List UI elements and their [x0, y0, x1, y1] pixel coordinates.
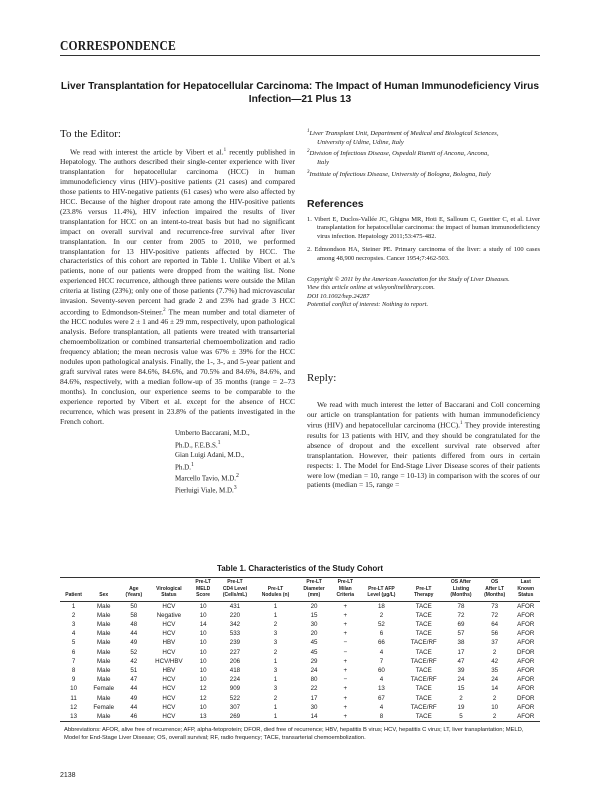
table-cell: 44 — [130, 630, 138, 638]
table-cell: 45 — [310, 639, 318, 647]
table-header-cell: Pre-LT Therapy — [403, 578, 444, 602]
table-row — [60, 648, 540, 657]
table-cell: + — [343, 611, 348, 619]
table-cell: 2 — [492, 694, 497, 702]
table-cell: 1 — [273, 676, 278, 684]
table-cell: 18 — [377, 602, 385, 610]
table-cell: 11 — [70, 694, 77, 702]
table-cell: 48 — [130, 620, 138, 628]
table-row — [60, 666, 540, 675]
table-cell: 4 — [379, 648, 384, 656]
table-cell: 37 — [491, 639, 499, 647]
reply-text-b: They provide interesting results for 13 patients with HIV, and they should be congratulated for the absence of dropout and the excellent survival rate observed after transplantation. However, their patients differed from ours in certain respects: 1. The Model for End-Stage Liver Disease scores of their patients were low (median = 10, range = 10-13) in comparison with the scores of our patients (median = 15, range = — [307, 420, 540, 490]
table-cell: 47 — [457, 657, 465, 665]
page-number: 2138 — [60, 772, 76, 779]
table-cell: + — [343, 657, 348, 665]
table-cell: 12 — [199, 694, 207, 702]
table-cell: 2 — [273, 648, 278, 656]
table-cell: 522 — [229, 694, 241, 702]
table-cell: 10 — [199, 676, 207, 684]
table-cell: 239 — [229, 639, 241, 647]
table-cell: 10 — [199, 703, 207, 711]
citation-1: 1 — [460, 421, 463, 427]
affiliation: $^3$Institute of Infectious Disease, University of Bologna, Bologna, Italy — [307, 169, 491, 178]
table-cell: 6 — [71, 648, 76, 656]
table-cell: 2 — [379, 611, 384, 619]
table-cell: 14 — [297, 712, 331, 722]
table-cell: TACE — [415, 602, 432, 610]
table-cell: − — [343, 648, 348, 656]
table-cell: 1 — [273, 703, 278, 711]
table-cell: 3 — [273, 685, 278, 693]
table-cell: AFOR — [517, 657, 535, 665]
table-cell: 46 — [120, 712, 147, 722]
table-cell: 6 — [379, 630, 384, 638]
table-cell: 2 — [273, 694, 278, 702]
table-cell: + — [343, 666, 348, 674]
table-cell: 4 — [379, 703, 384, 711]
table-cell: Male — [96, 639, 111, 647]
table-cell: 13 — [190, 712, 215, 722]
signature-author: Gian Luigi Adani, M.D., Ph.D.$^1$ — [175, 450, 245, 471]
section-label: CORRESPONDENCE — [60, 38, 176, 53]
table-cell: Male — [96, 648, 111, 656]
table-cell: 10 — [491, 703, 499, 711]
table-cell: 3 — [273, 630, 278, 638]
table-cell: Female — [93, 685, 115, 693]
table-cell: AFOR — [517, 620, 535, 628]
table-cell: + — [343, 602, 348, 610]
table-cell: 1 — [273, 657, 278, 665]
table-cell: + — [343, 685, 348, 693]
table-cell: AFOR — [517, 611, 535, 619]
table-cell: 47 — [130, 676, 138, 684]
table-cell: HBV — [162, 639, 176, 647]
table-cell: AFOR — [517, 685, 535, 693]
table-cell: 1 — [273, 611, 278, 619]
table-cell: 52 — [377, 620, 385, 628]
table-cell: 15 — [457, 685, 465, 693]
table-cell: TACE — [415, 620, 432, 628]
table-cell: 2 — [273, 620, 278, 628]
table-cell: Male — [96, 676, 111, 684]
table-cell: + — [343, 703, 348, 711]
table-cell: 10 — [199, 648, 207, 656]
table-row — [60, 684, 540, 693]
table-cell: 10 — [199, 630, 207, 638]
table-header-cell: Pre-LT Nodules (n) — [254, 578, 297, 602]
table-cell: 2 — [459, 694, 463, 702]
table-cell: HCV — [162, 648, 176, 656]
table-cell: Male — [96, 694, 111, 702]
table-cell: TACE/RF — [410, 676, 437, 684]
table-cell: 20 — [310, 602, 318, 610]
table-cell: 73 — [491, 602, 499, 610]
table-cell: + — [343, 620, 348, 628]
table-cell: 10 — [199, 657, 207, 665]
table-cell: 29 — [310, 657, 318, 665]
table-cell: 60 — [377, 666, 385, 674]
table-cell: 80 — [310, 676, 318, 684]
table-cell: 12 — [70, 703, 78, 711]
table-title: Table 1. Characteristics of the Study Cohort — [216, 564, 384, 573]
table-cell: AFOR — [517, 666, 535, 674]
table-cell: 1 — [71, 602, 76, 610]
table-cell: HCV — [162, 630, 176, 638]
table-cell: Male — [87, 712, 120, 722]
table-cell: 5 — [444, 712, 478, 722]
table-cell: 57 — [457, 630, 465, 638]
table-cell: 4 — [71, 630, 76, 638]
table-cell: 35 — [491, 666, 499, 674]
table-cell: 2 — [478, 712, 512, 722]
table-cell: 42 — [491, 657, 499, 665]
table-cell: Male — [96, 657, 111, 665]
reply-title: Reply: — [307, 371, 337, 384]
table-row — [60, 675, 540, 684]
table-cell: − — [343, 639, 348, 647]
table-cell: 12 — [199, 685, 207, 693]
table-cell: 51 — [130, 666, 138, 674]
table-cell: 269 — [216, 712, 254, 722]
table-cell: Negative — [156, 611, 182, 619]
table-cell: TACE — [415, 630, 432, 638]
letter-text-c: The mean number and total diameter of the HCC nodules were 2 ± 1 and 46 ± 29 mm, respectively, upon pathological analysis. Before transplantation, all patients were treated with transarterial chemoembolization or combined transarterial chemoembolization and radio frequency ablation; the mean necrosis value was 67% ± 39% for the HCC nodules upon pathological analysis. Finally, the 1-, 3-, and 5-year patient and graft survival rates were 84.6%, 84.6%, and 70.5% and 84.6%, 84.6%, and 84.6%, respectively, with a median follow-up of 35 months (range = 2–73 months). In conclusion, our experience seems to be comparable to the experience reported by Vibert et al. except for the absence of HCC recurrence, which was present in 23.8% of the patients investigated in the French cohort. — [60, 307, 295, 426]
table-cell: 533 — [229, 630, 241, 638]
table-cell: 24 — [491, 676, 499, 684]
table-cell: 2 — [492, 648, 497, 656]
copyright-block — [307, 276, 540, 310]
table-cell: 52 — [130, 648, 138, 656]
table-cell: 17 — [457, 648, 465, 656]
table-cell: 8 — [360, 712, 404, 722]
table-cell: TACE/RF — [410, 639, 437, 647]
reply-body — [307, 400, 540, 491]
table-cell: 3 — [273, 666, 278, 674]
table-cell: DFOR — [516, 648, 535, 656]
table-cell: 227 — [229, 648, 241, 656]
doi-line: DOI 10.1002/hep.24287 — [307, 292, 370, 300]
table-row — [60, 703, 540, 712]
table-header-cell: Pre-LT AFP Level (μg/L) — [360, 578, 404, 602]
citation-1: 1 — [223, 148, 227, 153]
table-header-cell: Age (Years) — [120, 578, 147, 602]
table-cell: + — [331, 712, 359, 722]
table-header-row — [60, 578, 540, 602]
table-row — [60, 712, 540, 722]
table-cell: Male — [96, 630, 111, 638]
table-cell: 49 — [130, 639, 138, 647]
table-row — [60, 657, 540, 666]
table-cell: Female — [93, 703, 115, 711]
table-cell: Male — [96, 620, 111, 628]
section-header — [60, 38, 540, 56]
table-cell: TACE — [403, 712, 444, 722]
table-header-cell: Patient — [60, 578, 87, 602]
table-cell: 342 — [229, 620, 241, 628]
table-cell: 38 — [457, 639, 465, 647]
reference-item: 1. Vibert E, Duclos-Vallée JC, Ghigna MR, Hoti E, Salloum C, Guettier C, et al. Liver transplantation for hepatocellular carcinoma: the impact of human immunodeficiency virus infection. Hepatology 2011;53:475-482. — [307, 215, 540, 240]
table-cell: 66 — [377, 639, 385, 647]
table-cell: 10 — [199, 611, 207, 619]
table-cell: Male — [96, 602, 111, 610]
table-row — [60, 694, 540, 703]
table-cell: 1 — [254, 712, 297, 722]
table-cell: 22 — [310, 685, 318, 693]
affiliation: $^2$Division of Infectious Disease, Ospedali Riuniti of Ancona, Ancona, Italy — [307, 149, 489, 167]
table-cell: HBV — [162, 666, 176, 674]
table-header-cell: Pre-LT MELD Score — [190, 578, 215, 602]
copyright-line: Copyright © 2011 by the American Association for the Study of Liver Diseases. — [307, 276, 510, 284]
table-cell: HCV — [162, 676, 176, 684]
table-cell: 3 — [71, 620, 76, 628]
salutation: To the Editor: — [60, 128, 121, 140]
table-cell: 418 — [229, 666, 241, 674]
table-cell: 67 — [377, 694, 385, 702]
table-body — [60, 601, 540, 722]
right-column — [307, 128, 540, 490]
table-cell: AFOR — [517, 703, 535, 711]
letter-body — [60, 146, 295, 426]
table-cell: + — [343, 694, 348, 702]
table-header-cell: Virological Status — [147, 578, 190, 602]
table-cell: TACE — [415, 685, 432, 693]
table-cell: 42 — [130, 657, 138, 665]
table-cell: 50 — [130, 602, 138, 610]
table-cell: HCV — [162, 602, 176, 610]
table-cell: 224 — [229, 676, 241, 684]
table-header-cell: OS After Listing (Months) — [444, 578, 478, 602]
table-header-cell: Sex — [87, 578, 120, 602]
table-cell: 44 — [130, 685, 138, 693]
table-block — [60, 564, 540, 742]
table-cell: HCV — [162, 703, 176, 711]
table-row — [60, 638, 540, 647]
signatures — [60, 429, 295, 496]
table-cell: DFOR — [516, 694, 535, 702]
table-cell: 69 — [457, 620, 465, 628]
table-cell: 44 — [130, 703, 138, 711]
cohort-table — [60, 577, 540, 722]
table-header-cell: Last Known Status — [511, 578, 540, 602]
table-cell: 19 — [457, 703, 465, 711]
table-row — [60, 611, 540, 620]
signature-author: Pierluigi Viale, M.D.$^3$ — [175, 485, 237, 495]
table-header-cell: Pre-LT Milan Criteria — [331, 578, 359, 602]
table-cell: 307 — [229, 703, 241, 711]
table-abbreviations: Abbreviations: AFOR, alive free of recurrence; AFP, alpha-fetoprotein; DFOR, died free of recurrence; HBV, hepatitis B virus; HCV, hepatitis C virus; LT, liver transplantation; MELD, Model for End-Stage Liver Disease; OS, overall survival; RF, radio frequency; TACE, transarterial chemoembolization. — [64, 727, 524, 742]
table-cell: − — [343, 676, 348, 684]
article-title: Liver Transplantation for Hepatocellular Carcinoma: The Impact of Human Immunodeficiency Virus Infection—21 Plus 13 — [60, 81, 540, 105]
copyright-line: View this article online at wileyonlinelibrary.com. — [307, 284, 435, 292]
table-cell: 56 — [491, 630, 499, 638]
letter-text-a: We read with interest the article by Vibert et al. — [70, 147, 224, 157]
table-cell: 49 — [130, 694, 138, 702]
table-cell: 7 — [379, 657, 384, 665]
table-cell: 10 — [70, 685, 78, 693]
table-cell: HCV/HBV — [155, 657, 183, 665]
table-cell: 909 — [229, 685, 241, 693]
table-cell: 78 — [457, 602, 465, 610]
table-cell: AFOR — [517, 676, 535, 684]
table-cell: Male — [96, 611, 111, 619]
table-cell: 14 — [491, 685, 499, 693]
table-cell: + — [343, 630, 348, 638]
reply-text-a: We read with much interest the letter of Baccarani and Coll concerning our article on transplantation for patients with human immunodeficiency virus (HIV) and hepatocellular carcinoma (HCC). — [307, 399, 540, 430]
table-cell: AFOR — [517, 630, 535, 638]
table-header-cell: OS After LT (Months) — [478, 578, 512, 602]
table-cell: 3 — [273, 639, 278, 647]
table-cell: 10 — [199, 666, 207, 674]
table-cell: HCV — [162, 694, 176, 702]
table-cell: 1 — [273, 602, 278, 610]
table-header-cell: Pre-LT Diameter (mm) — [297, 578, 331, 602]
table-cell: 72 — [457, 611, 465, 619]
table-cell: TACE — [415, 611, 432, 619]
table-cell: 10 — [199, 602, 207, 610]
table-cell: 10 — [199, 639, 207, 647]
letter-column — [60, 128, 295, 496]
table-cell: 39 — [457, 666, 465, 674]
table-cell: 431 — [229, 602, 241, 610]
letter-text-b: recently published in Hepatology. The authors described their single-center experience with liver transplantation for hepatocellular carcinoma (HCC) in human immunodeficiency virus (HIV)–positive patients (21 cases) and compared those patients to HIV-negative patients (61 cases) who were also affected by HCC. Because of the higher dropout rate among the HIV-positive patients (23.8% versus 11.4%), HIV infection impaired the results of liver transplantation for HCC on an intent-to-treat basis but had no significant impact on overall survival and recurrence-free survival after liver transplantation. In our center from 2005 to 2010, we performed transplantation for 13 HIV-positive patients affected by HCC. The characteristics of this cohort are reported in Table 1. Unlike Vibert et al.'s patients, none of our patients were dropped from the waiting list. None experienced HCC recurrence, although three patients were outside the Milan criteria at listing (23%); only one of those patients (7.7%) had microvascular invasion. Seventy-seven percent had grade 2 and 23% had grade 3 HCC according to Edmondson-Steiner. — [60, 147, 295, 317]
table-cell: 64 — [491, 620, 499, 628]
signature-author: Marcello Tavio, M.D.$^2$ — [175, 473, 239, 483]
table-cell: AFOR — [517, 602, 535, 610]
table-header-cell: Pre-LT CD4 Level (Cells/mL) — [216, 578, 254, 602]
table-cell: 206 — [229, 657, 241, 665]
reference-item: 2. Edmondson HA, Steiner PE. Primary carcinoma of the liver: a study of 100 cases among 48,900 necropsies. Cancer 1954;7:462-503. — [307, 246, 540, 262]
table-cell: TACE/RF — [410, 657, 437, 665]
table-cell: 7 — [71, 657, 76, 665]
table-cell: 58 — [130, 611, 138, 619]
table-cell: 30 — [310, 620, 318, 628]
table-cell: 72 — [491, 611, 499, 619]
table-cell: 17 — [310, 694, 318, 702]
table-cell: 24 — [310, 666, 318, 674]
table-row — [60, 629, 540, 638]
table-row — [60, 601, 540, 611]
table-cell: HCV — [162, 620, 176, 628]
table-cell: 2 — [71, 611, 76, 619]
table-cell: TACE/RF — [410, 703, 437, 711]
conflict-line: Potential conflict of interest: Nothing to report. — [307, 301, 429, 309]
table-cell: 14 — [199, 620, 207, 628]
table-cell: 9 — [71, 676, 76, 684]
table-cell: AFOR — [517, 639, 535, 647]
table-cell: HCV — [162, 685, 176, 693]
table-cell: 220 — [229, 611, 241, 619]
table-cell: AFOR — [511, 712, 540, 722]
table-cell: 24 — [457, 676, 465, 684]
table-cell: 4 — [379, 676, 384, 684]
table-cell: 8 — [71, 666, 76, 674]
signature-author: Umberto Baccarani, M.D., Ph.D., F.E.B.S.$^1$ — [175, 429, 250, 450]
citation-2: 2 — [163, 308, 166, 314]
table-cell: 45 — [310, 648, 318, 656]
table-cell: TACE — [415, 694, 432, 702]
table-row — [60, 620, 540, 629]
table-cell: 15 — [310, 611, 318, 619]
table-cell: 5 — [71, 639, 76, 647]
table-cell: TACE — [415, 666, 432, 674]
table-cell: TACE — [415, 648, 432, 656]
table-cell: HCV — [147, 712, 190, 722]
table-cell: 13 — [377, 685, 385, 693]
table-cell: Male — [96, 666, 111, 674]
table-cell: 20 — [310, 630, 318, 638]
affiliation: $^1$Liver Transplant Unit, Department of Medical and Biological Sciences, University of Udine, Udine, Italy — [307, 129, 499, 146]
table-cell: 13 — [60, 712, 87, 722]
table-cell: 30 — [310, 703, 318, 711]
references-title: References — [307, 197, 364, 210]
